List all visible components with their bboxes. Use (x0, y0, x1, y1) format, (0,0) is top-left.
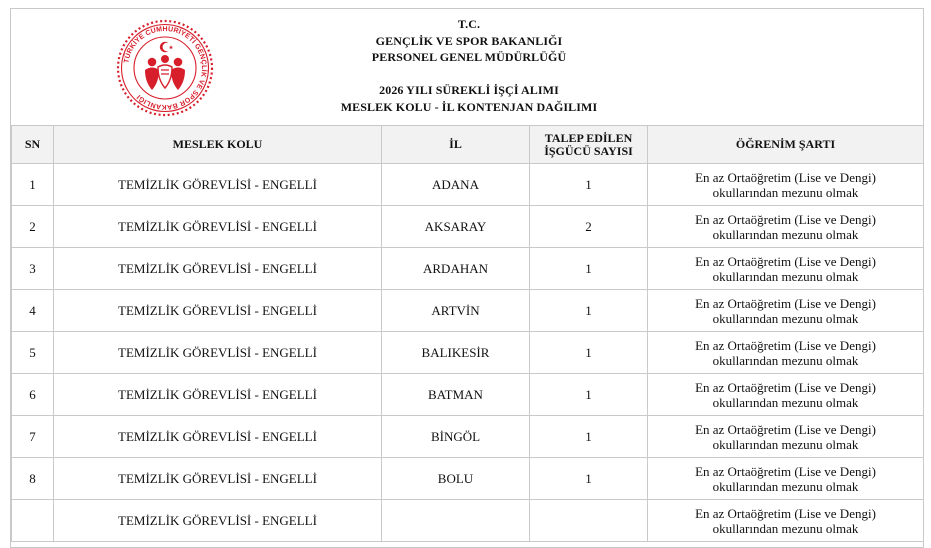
cell-il: ARTVİN (382, 290, 530, 332)
table-row (12, 374, 924, 416)
cell-ogrenim-line2: okullarından mezunu olmak (712, 226, 859, 242)
table-row (12, 416, 924, 458)
cell-ogrenim (648, 206, 924, 248)
cell-il: BİNGÖL (382, 416, 530, 458)
cell-talep: 1 (530, 416, 648, 458)
cell-ogrenim (648, 458, 924, 500)
cell-sn: 2 (12, 206, 54, 248)
cell-sn: 4 (12, 290, 54, 332)
cell-ogrenim-line1: En az Ortaöğretim (Lise ve Dengi) (695, 463, 876, 479)
table-header-row (12, 126, 924, 164)
column-header-ogrenim: ÖĞRENİM ŞARTI (648, 126, 924, 164)
column-header-talep-line1: TALEP EDİLEN (544, 130, 633, 145)
header-country: T.C. (457, 17, 481, 31)
cell-sn (12, 500, 54, 542)
column-header-talep (530, 126, 648, 164)
cell-ogrenim-line1: En az Ortaöğretim (Lise ve Dengi) (695, 211, 876, 227)
cell-ogrenim (648, 374, 924, 416)
table-row (12, 500, 924, 542)
cell-ogrenim-line2: okullarından mezunu olmak (712, 184, 859, 200)
cell-meslek: TEMİZLİK GÖREVLİSİ - ENGELLİ (54, 416, 382, 458)
cell-ogrenim-line1: En az Ortaöğretim (Lise ve Dengi) (695, 421, 876, 437)
cell-talep: 1 (530, 290, 648, 332)
cell-ogrenim-line2: okullarından mezunu olmak (712, 436, 859, 452)
header-ministry: GENÇLİK VE SPOR BAKANLIĞI (375, 33, 563, 48)
cell-talep: 1 (530, 164, 648, 206)
cell-ogrenim-line1: En az Ortaöğretim (Lise ve Dengi) (695, 169, 876, 185)
header-subtitle: MESLEK KOLU - İL KONTENJAN DAĞILIMI (340, 99, 598, 114)
cell-meslek: TEMİZLİK GÖREVLİSİ - ENGELLİ (54, 374, 382, 416)
cell-meslek: TEMİZLİK GÖREVLİSİ - ENGELLİ (54, 248, 382, 290)
cell-ogrenim-line1: En az Ortaöğretim (Lise ve Dengi) (695, 505, 876, 521)
table-row (12, 248, 924, 290)
cell-talep: 1 (530, 332, 648, 374)
cell-ogrenim (648, 332, 924, 374)
table-row (12, 290, 924, 332)
cell-ogrenim-line2: okullarından mezunu olmak (712, 352, 859, 368)
header-directorate: PERSONEL GENEL MÜDÜRLÜĞÜ (371, 50, 567, 64)
column-header-meslek: MESLEK KOLU (54, 126, 382, 164)
cell-ogrenim-line1: En az Ortaöğretim (Lise ve Dengi) (695, 253, 876, 269)
cell-talep (530, 500, 648, 542)
cell-meslek: TEMİZLİK GÖREVLİSİ - ENGELLİ (54, 500, 382, 542)
column-header-il: İL (382, 126, 530, 164)
cell-ogrenim (648, 416, 924, 458)
cell-sn: 1 (12, 164, 54, 206)
cell-il: BALIKESİR (382, 332, 530, 374)
table-row (12, 332, 924, 374)
table-row (12, 164, 924, 206)
cell-il: BOLU (382, 458, 530, 500)
cell-meslek: TEMİZLİK GÖREVLİSİ - ENGELLİ (54, 458, 382, 500)
cell-sn: 3 (12, 248, 54, 290)
table-row (12, 458, 924, 500)
header-title: 2026 YILI SÜREKLİ İŞÇİ ALIMI (379, 83, 559, 97)
cell-ogrenim-line2: okullarından mezunu olmak (712, 478, 859, 494)
cell-il (382, 500, 530, 542)
column-header-talep-line2: İŞGÜCÜ SAYISI (544, 143, 633, 158)
cell-ogrenim-line2: okullarından mezunu olmak (712, 520, 859, 536)
cell-sn: 8 (12, 458, 54, 500)
cell-meslek: TEMİZLİK GÖREVLİSİ - ENGELLİ (54, 164, 382, 206)
cell-talep: 1 (530, 248, 648, 290)
cell-sn: 5 (12, 332, 54, 374)
cell-meslek: TEMİZLİK GÖREVLİSİ - ENGELLİ (54, 290, 382, 332)
cell-il: AKSARAY (382, 206, 530, 248)
cell-ogrenim (648, 290, 924, 332)
cell-sn: 7 (12, 416, 54, 458)
document-page (10, 8, 924, 548)
seal-ring-text: TÜRKİYE CUMHURİYETİ GENÇLİK VE SPOR BAKANLIĞI (123, 25, 208, 111)
quota-table (11, 125, 924, 542)
cell-ogrenim-line2: okullarından mezunu olmak (712, 310, 859, 326)
cell-ogrenim (648, 164, 924, 206)
cell-meslek: TEMİZLİK GÖREVLİSİ - ENGELLİ (54, 206, 382, 248)
cell-talep: 1 (530, 374, 648, 416)
cell-il: ADANA (382, 164, 530, 206)
cell-ogrenim-line2: okullarından mezunu olmak (712, 394, 859, 410)
cell-talep: 2 (530, 206, 648, 248)
cell-meslek: TEMİZLİK GÖREVLİSİ - ENGELLİ (54, 332, 382, 374)
cell-talep: 1 (530, 458, 648, 500)
cell-il: BATMAN (382, 374, 530, 416)
cell-ogrenim (648, 248, 924, 290)
cell-il: ARDAHAN (382, 248, 530, 290)
document-header (11, 9, 923, 126)
table-row (12, 206, 924, 248)
cell-ogrenim-line1: En az Ortaöğretim (Lise ve Dengi) (695, 337, 876, 353)
cell-ogrenim-line1: En az Ortaöğretim (Lise ve Dengi) (695, 295, 876, 311)
cell-ogrenim-line1: En az Ortaöğretim (Lise ve Dengi) (695, 379, 876, 395)
cell-ogrenim (648, 500, 924, 542)
cell-sn: 6 (12, 374, 54, 416)
column-header-sn: SN (12, 126, 54, 164)
cell-ogrenim-line2: okullarından mezunu olmak (712, 268, 859, 284)
